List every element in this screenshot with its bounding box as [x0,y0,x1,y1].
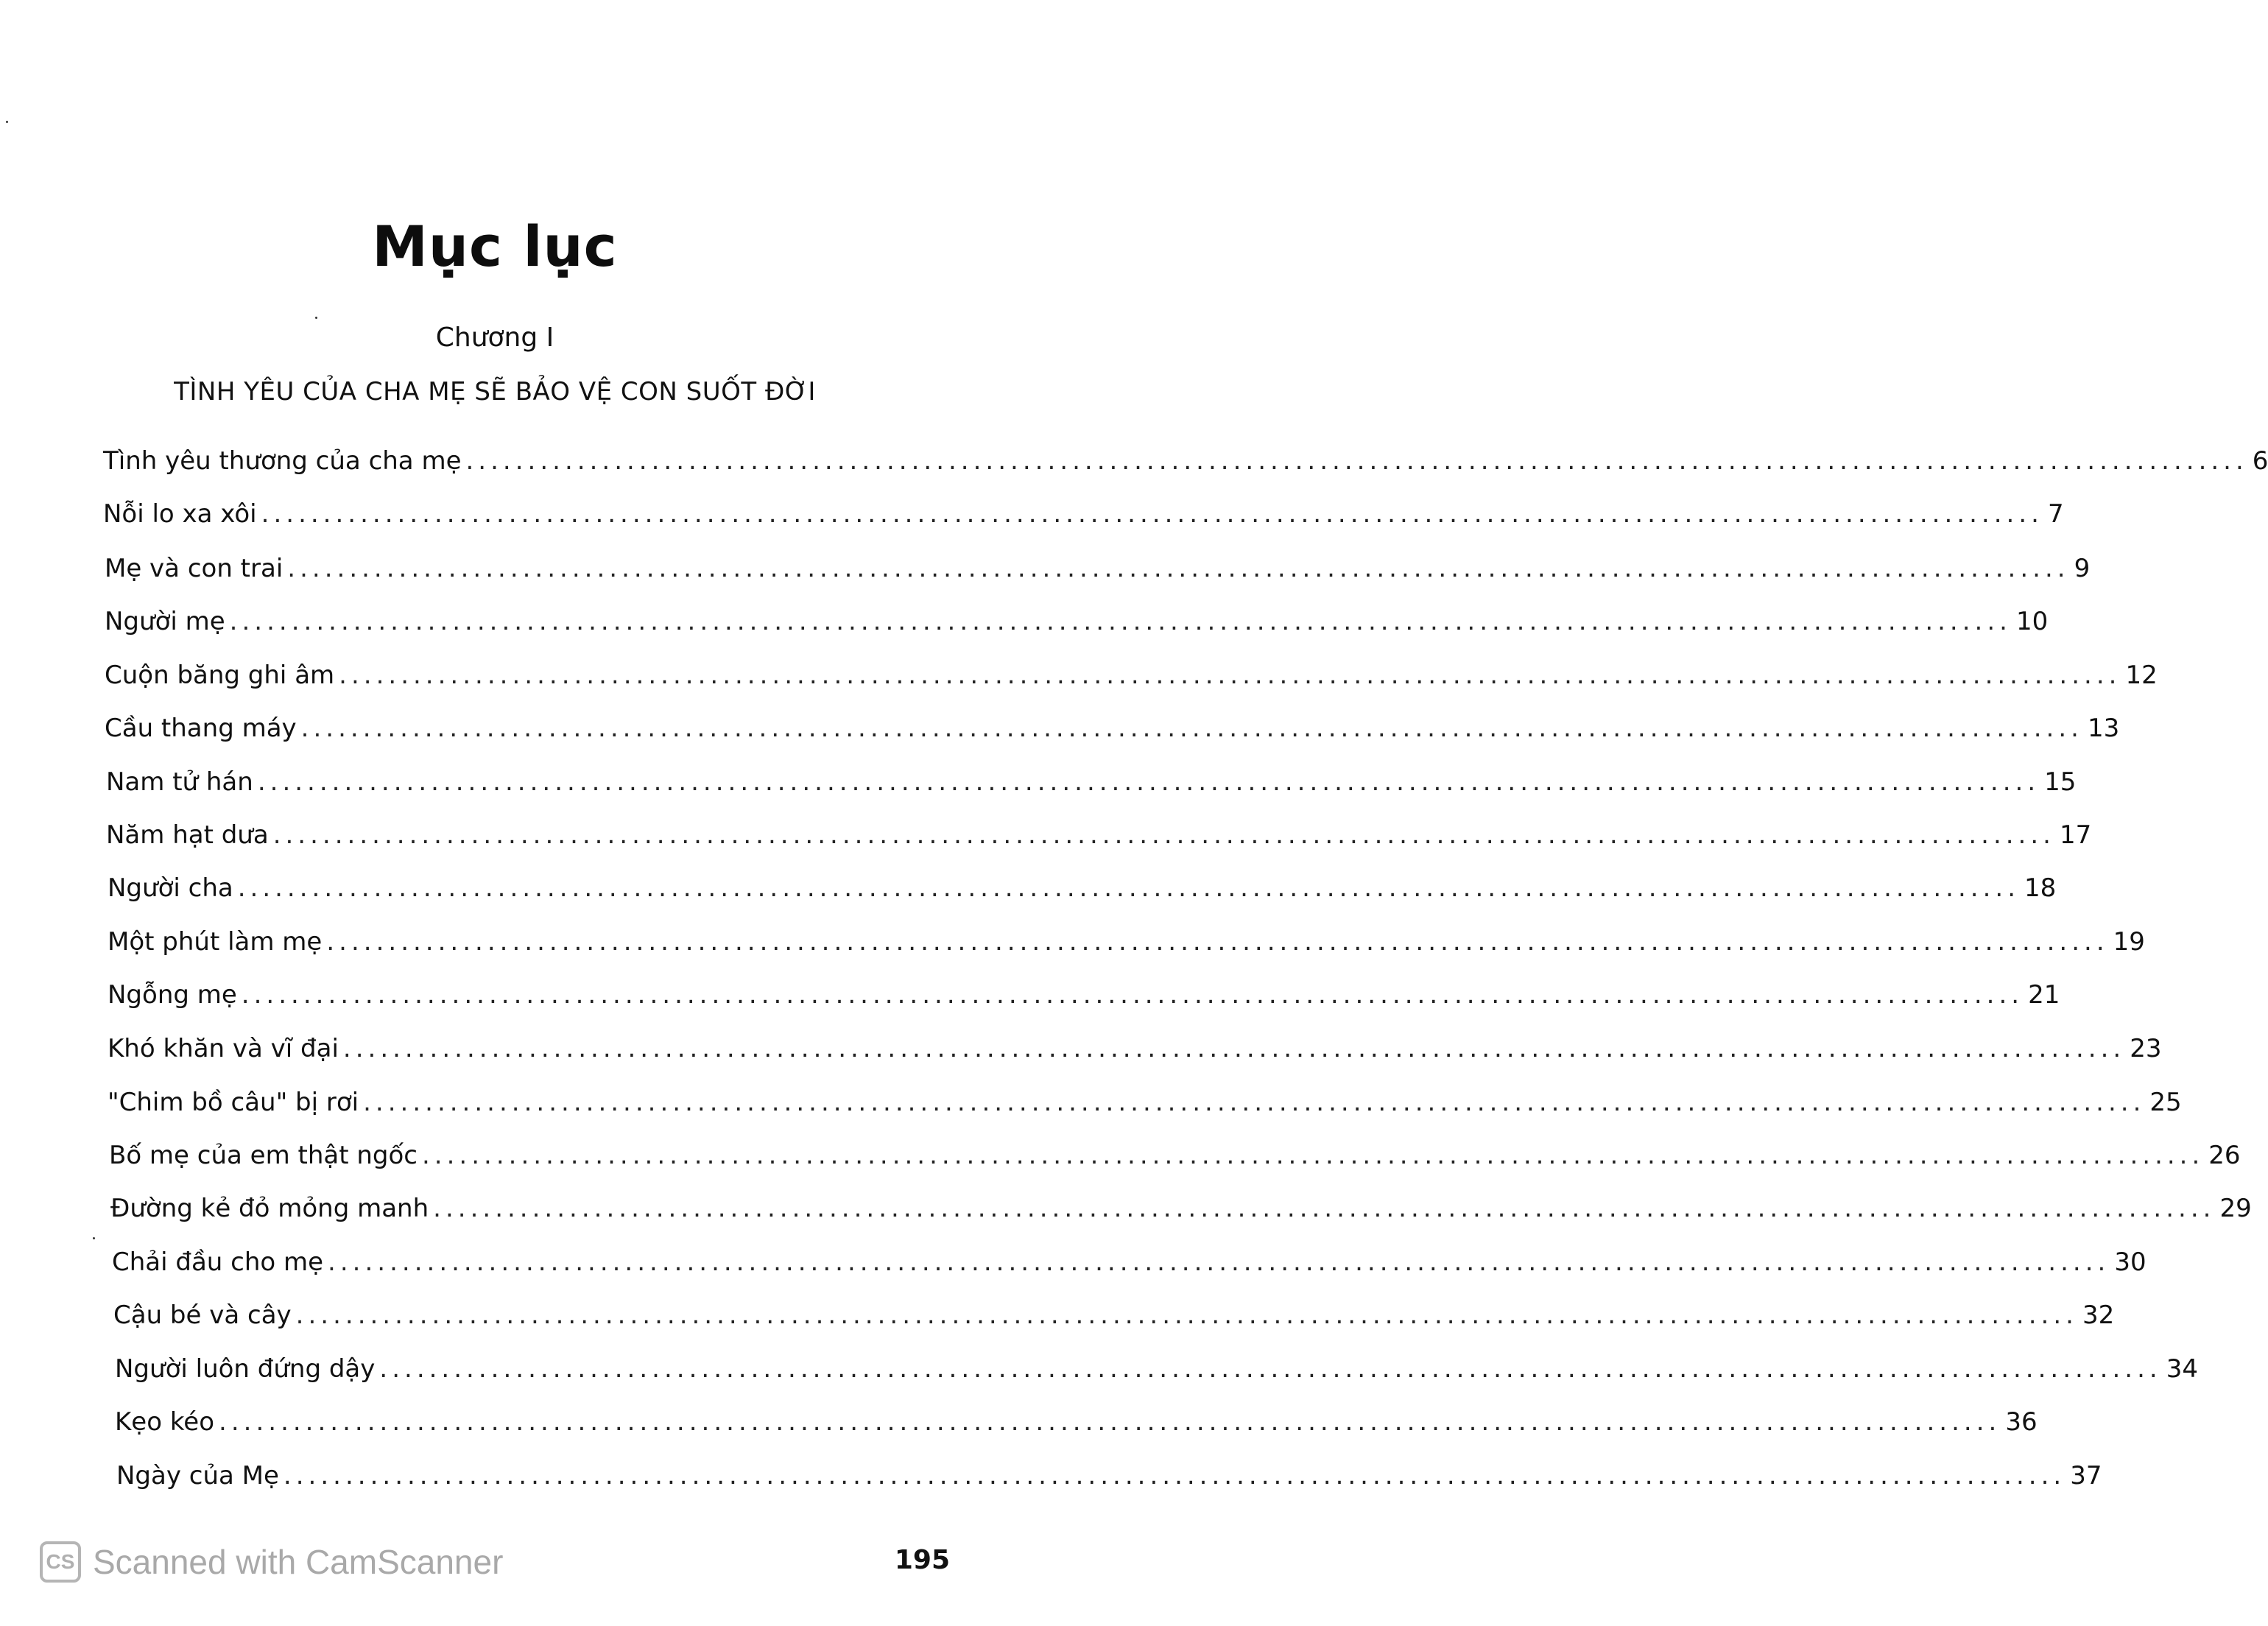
toc-entry [113,1301,2115,1336]
dot-leader: ................................................................................................................................................ [465,446,2248,476]
toc-entry [112,1247,2146,1283]
toc-entry-title: Năm hạt dưa [106,820,269,850]
toc-entry-title: Kẹo kéo [115,1407,215,1437]
scan-speck [6,121,8,123]
toc-entry [105,661,2158,696]
dot-leader: ................................................................................................................................................ [433,1194,2216,1223]
toc-entry-title: Cậu bé và cây [113,1301,292,1330]
toc-entry [108,1088,2182,1123]
toc-entry-title: Cầu thang máy [105,714,297,743]
camscanner-watermark [40,1541,503,1583]
dot-leader: ................................................................................................................................................ [363,1088,2146,1117]
toc-entry-title: Người luôn đứng dậy [115,1354,376,1384]
toc-entry-page: 37 [2070,1461,2102,1490]
dot-leader: ................................................................................................................................................ [229,607,2012,636]
toc-entry [110,1194,2252,1229]
toc-entry [105,607,2049,642]
dot-leader: ................................................................................................................................................ [283,1461,2066,1490]
toc-entry [108,980,2060,1016]
dot-leader: ................................................................................................................................................ [295,1301,2078,1330]
dot-leader: ................................................................................................................................................ [257,767,2040,797]
dot-leader: ................................................................................................................................................ [326,927,2109,957]
toc-entry-title: Bố mẹ của em thật ngốc [109,1141,418,1170]
dot-leader: ................................................................................................................................................ [339,661,2121,690]
chapter-title: TÌNH YÊU CỦA CHA MẸ SẼ BẢO VỆ CON SUỐT ĐỜI [174,377,816,406]
toc-entry [103,446,2268,482]
toc-entry-page: 30 [2114,1247,2146,1277]
toc-entry-page: 15 [2044,767,2077,797]
toc-entry-title: Tình yêu thương của cha mẹ [103,446,462,476]
toc-entry-page: 32 [2082,1301,2115,1330]
toc-entry-title: Ngỗng mẹ [108,980,237,1010]
dot-leader: ................................................................................................................................................ [272,820,2055,850]
toc-entry-title: Người cha [108,873,233,903]
toc-entry-title: Ngày của Mẹ [116,1461,279,1490]
chapter-label: Chương I [435,323,554,353]
dot-leader: ................................................................................................................................................ [241,980,2024,1010]
toc-entry-title: Nỗi lo xa xôi [103,499,257,529]
toc-entry-title: Một phút làm mẹ [108,927,323,957]
toc-entry [105,714,2120,749]
page-title: Mục lục [372,214,618,279]
dot-leader: ................................................................................................................................................ [379,1354,2162,1384]
toc-entry [109,1141,2241,1176]
toc-entry-page: 9 [2074,554,2091,583]
toc-entry-page: 29 [2219,1194,2252,1223]
toc-entry-page: 18 [2024,873,2057,903]
toc-entry [105,554,2091,589]
toc-entry-page: 23 [2130,1034,2162,1063]
toc-entry [116,1461,2102,1496]
toc-entry-page: 26 [2208,1141,2241,1170]
toc-entry-page: 7 [2047,499,2064,529]
toc-entry-page: 12 [2125,661,2158,690]
toc-entry [103,499,2064,535]
toc-entry-page: 21 [2028,980,2060,1010]
scan-speck [93,1237,95,1239]
toc-entry [106,767,2077,803]
toc-entry-page: 19 [2113,927,2145,957]
camscanner-logo-icon: CS [40,1541,81,1583]
toc-entry [108,1034,2162,1069]
toc-entry-title: Đường kẻ đỏ mỏng manh [110,1194,429,1223]
toc-entry-page: 36 [2005,1407,2038,1437]
toc-entry [115,1407,2038,1443]
toc-entry [115,1354,2198,1390]
toc-entry-page: 13 [2087,714,2120,743]
toc-entry-title: Chải đầu cho mẹ [112,1247,324,1277]
toc-entry [108,873,2057,909]
dot-leader: ................................................................................................................................................ [287,554,2070,583]
toc-entry-title: Nam tử hán [106,767,253,797]
toc-entry-page: 6 [2252,446,2268,476]
scan-speck [315,317,317,319]
dot-leader: ................................................................................................................................................ [342,1034,2126,1063]
camscanner-text: Scanned with CamScanner [93,1543,504,1581]
toc-entry-page: 17 [2059,820,2092,850]
toc-entry-title: Cuộn băng ghi âm [105,661,335,690]
toc-entry-page: 10 [2015,607,2049,636]
toc-entry-page: 25 [2149,1088,2182,1117]
toc-entry-title: "Chim bồ câu" bị rơi [108,1088,359,1117]
toc-entry-title: Khó khăn và vĩ đại [108,1034,339,1063]
toc-entry [106,820,2092,856]
toc-entry [108,927,2145,962]
dot-leader: ................................................................................................................................................ [300,714,2083,743]
page-number: 195 [894,1545,950,1575]
toc-entry-title: Mẹ và con trai [105,554,284,583]
toc-entry-title: Người mẹ [105,607,225,636]
dot-leader: ................................................................................................................................................ [422,1141,2205,1170]
dot-leader: ................................................................................................................................................ [237,873,2020,903]
dot-leader: ................................................................................................................................................ [219,1407,2001,1437]
dot-leader: ................................................................................................................................................ [261,499,2043,529]
toc-entry-page: 34 [2166,1354,2198,1384]
dot-leader: ................................................................................................................................................ [328,1247,2110,1277]
